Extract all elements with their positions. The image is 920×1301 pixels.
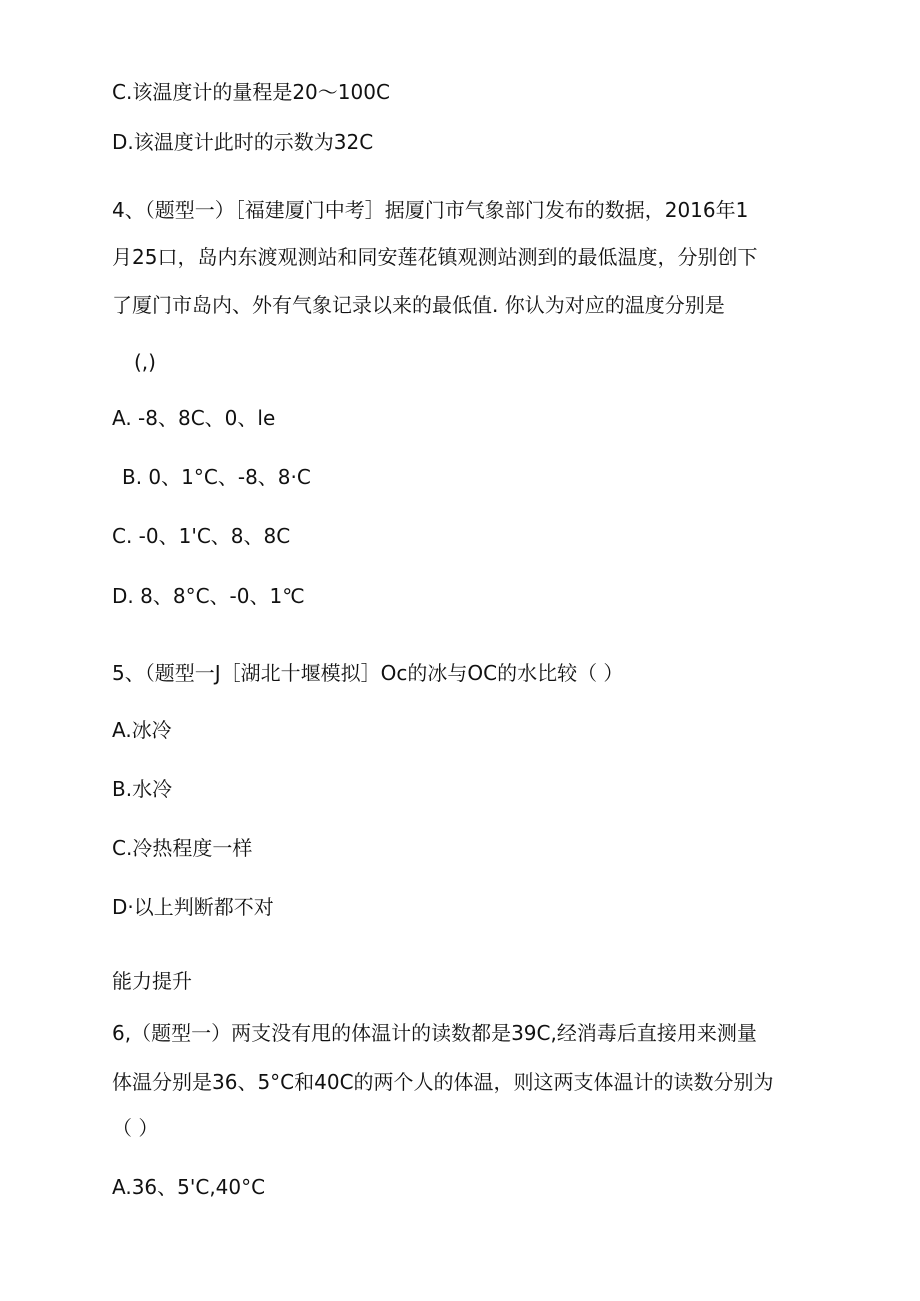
q3-option-c: C.该温度计的量程是20～100C (112, 80, 390, 104)
q6-stem-line-2: 体温分别是36、5°C和40C的两个人的体温，则这两支体温计的读数分别为 (112, 1070, 774, 1094)
q4-option-d: D. 8、8°C、-0、1℃ (112, 584, 305, 608)
q6-option-a: A.36、5'C,40°C (112, 1175, 266, 1199)
section-heading-ability: 能力提升 (112, 969, 192, 993)
q5-option-b: B.水冷 (112, 777, 173, 801)
q5-option-c: C.冷热程度一样 (112, 836, 253, 860)
q3-option-d: D.该温度计此时的示数为32C (112, 130, 374, 154)
q4-stem-line-1: 4、（题型一）［福建厦门中考］据厦门市气象部门发布的数据，2016年1 (112, 198, 749, 222)
q4-option-c: C. -0、1'C、8、8C (112, 524, 291, 548)
q6-answer-blank: （ ） (112, 1116, 159, 1140)
q5-option-d: D·以上判断都不对 (112, 895, 274, 919)
q4-stem-line-2: 月25口，岛内东渡观测站和同安莲花镇观测站测到的最低温度，分别创下 (112, 245, 758, 269)
q5-option-a: A.冰冷 (112, 718, 172, 742)
q4-option-a: A. -8、8C、0、le (112, 406, 276, 430)
q4-option-b: B. 0、1°C、-8、8·C (122, 465, 311, 489)
q5-stem: 5、（题型一J［湖北十堰模拟］Oc的冰与OC的水比较（ ） (112, 661, 624, 685)
q4-stem-line-3: 了厦门市岛内、外有气象记录以来的最低值. 你认为对应的温度分别是 (112, 293, 725, 317)
q4-answer-blank: (,) (134, 350, 156, 374)
q6-stem-line-1: 6,（题型一）两支没有甩的体温计的读数都是39C,经消毒后直接用来测量 (112, 1021, 757, 1045)
